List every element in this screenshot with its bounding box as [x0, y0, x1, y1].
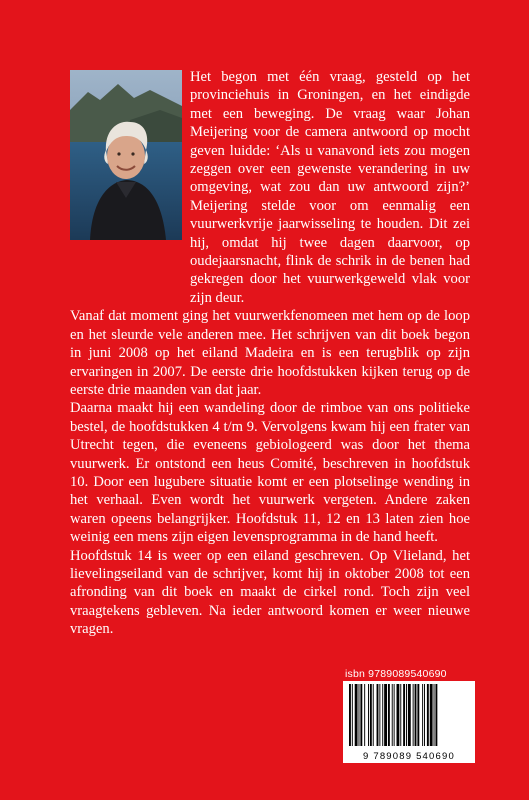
photo-spacer: [70, 68, 190, 294]
barcode: [343, 681, 475, 763]
isbn-label: isbn 9789089540690: [345, 668, 447, 680]
barcode-bars: [347, 684, 471, 748]
blurb-paragraph-2: Vanaf dat moment ging het vuurwerkfenomeen met hem op de loop en het sleurde vele anderen mee. Het schrijven van dit boek begon in juni 2008 op het eiland Madeira en is een terugblik op zijn ervaringen in 2007. De eerste drie hoofdstukken kijken terug op de eerste drie maanden van dat jaar.: [70, 308, 470, 398]
blurb-paragraph-1: Het begon met één vraag, gesteld op het provinciehuis in Groningen, en het eindigde met een beweging. De vraag waar Johan Meijering voor de camera antwoord op mocht geven luidde: ‘Als u vanavond iets zou mogen zeggen over een gewenste verandering in uw omgeving, wat zou dan uw antwoord zijn?’ Meijering stelde voor om eenmalig een vuurwerkvrije jaarwisseling te houden. Dit zei hij, omdat hij twee dagen daarvoor, op oudejaarsnacht, flink de schrik in de benen had gekregen door het vuurwerkgeweld vlak voor zijn deur.: [190, 69, 470, 306]
blurb-text: [70, 68, 470, 639]
isbn-barcode-block: [343, 667, 475, 765]
barcode-digits: 9 789089 540690: [363, 751, 455, 762]
blurb-paragraph-3: Daarna maakt hij een wandeling door de rimboe van ons politieke bestel, de hoofdstukken 4 t/m 9. Vervolgens kwam hij een frater van Utrecht tegen, die eveneens gebiologeerd was door het thema vuurwerk. Er ontstond een heus Comité, beschreven in hoofdstuk 10. Door een lugubere situatie komt er een plotselinge wending in het verhaal. Even wordt het vuurwerk vergeten. Andere zaken waren opeens belangrijker. Hoofdstuk 11, 12 en 13 laten zien hoe weinig een mens zijn eigen levensprogramma in de hand heeft.: [70, 400, 470, 546]
blurb-paragraph-4: Hoofdstuk 14 is weer op een eiland geschreven. Op Vlieland, het lievelingseiland van de schrijver, komt hij in oktober 2008 tot een afronding van dit boek en maakt de cirkel rond. Toch zijn veel vraagtekens gebleven. Na ieder antwoord komen er weer nieuwe vragen.: [70, 547, 470, 638]
